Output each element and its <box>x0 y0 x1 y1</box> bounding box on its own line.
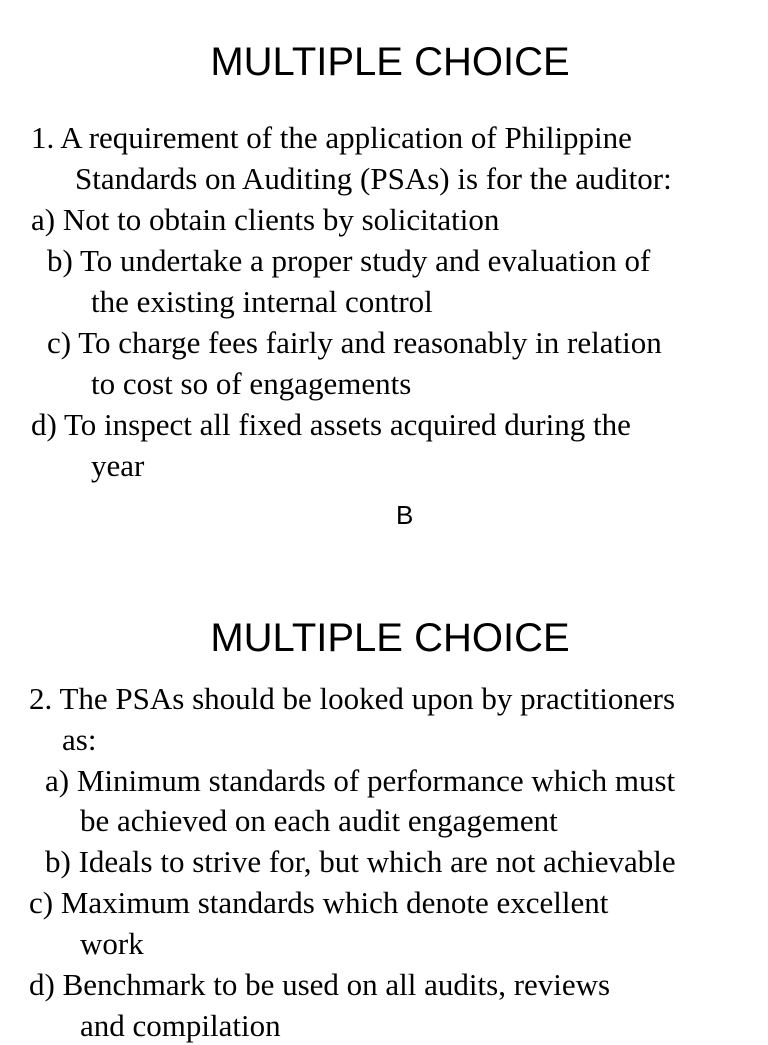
answer-1: B <box>396 500 414 530</box>
question-2-line-2: as: <box>62 722 97 757</box>
option-1c-line-1: c) To charge fees fairly and reasonably in relation <box>47 325 662 360</box>
option-1b-line-2: the existing internal control <box>91 284 433 319</box>
option-1d-line-2: year <box>91 448 145 483</box>
question-1-line-2: Standards on Auditing (PSAs) is for the auditor: <box>75 161 672 196</box>
option-2a-line-2: be achieved on each audit engagement <box>80 803 558 838</box>
option-2a-line-1: a) Minimum standards of performance which must <box>45 763 676 798</box>
option-2d-line-1: d) Benchmark to be used on all audits, reviews <box>29 967 611 1002</box>
option-2b-line-1: b) Ideals to strive for, but which are not achievable <box>45 844 676 879</box>
slide-1-heading: MULTIPLE CHOICE <box>210 40 570 84</box>
option-2c-line-2: work <box>80 926 144 961</box>
question-1-line-1: 1. A requirement of the application of Philippine <box>31 120 632 155</box>
option-1b-line-1: b) To undertake a proper study and evaluation of <box>47 243 651 278</box>
option-1c-line-2: to cost so of engagements <box>91 366 412 401</box>
option-2c-line-1: c) Maximum standards which denote excellent <box>29 885 609 920</box>
option-2d-line-2: and compilation <box>80 1008 281 1043</box>
slide-2-heading: MULTIPLE CHOICE <box>210 616 570 660</box>
option-1a-line-1: a) Not to obtain clients by solicitation <box>31 202 500 237</box>
question-2-line-1: 2. The PSAs should be looked upon by practitioners <box>29 681 676 716</box>
option-1d-line-1: d) To inspect all fixed assets acquired during the <box>31 407 631 442</box>
